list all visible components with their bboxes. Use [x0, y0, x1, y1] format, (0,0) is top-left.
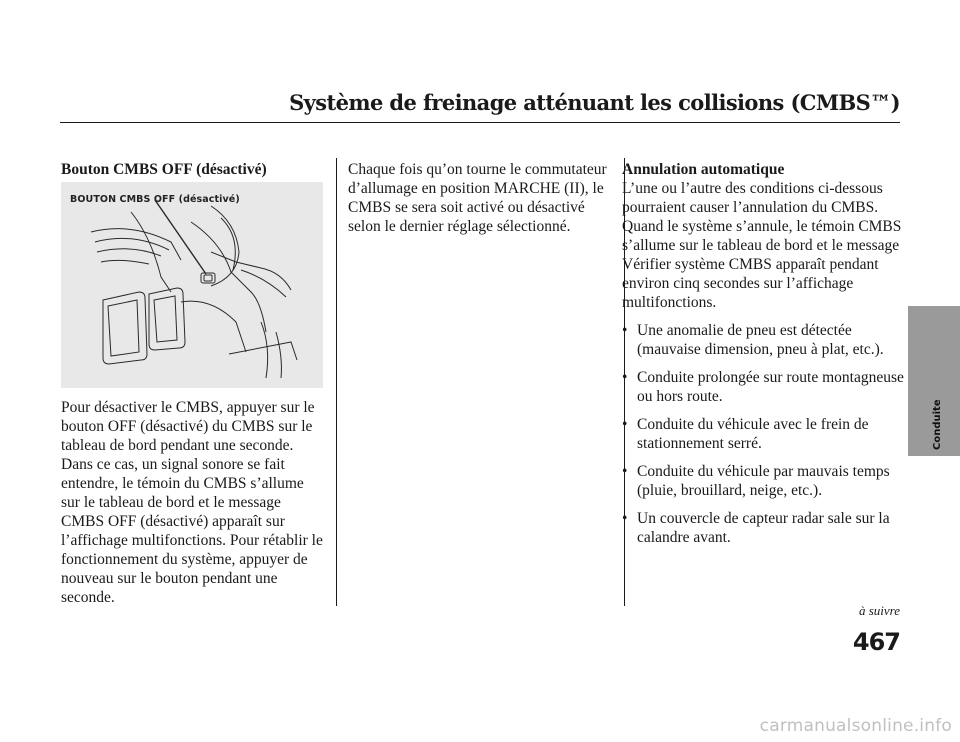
watermark: carmanualsonline.info: [759, 716, 952, 736]
dashboard-illustration: [61, 182, 323, 388]
list-item-text: Conduite du véhicule par mauvais temps (pluie, brouillard, neige, etc.).: [637, 463, 890, 499]
conditions-list: [622, 321, 912, 547]
bullet-icon: •: [622, 463, 628, 480]
list-item-text: Conduite du véhicule avec le frein de stationnement serré.: [637, 416, 869, 452]
column-3: [622, 160, 912, 547]
section-heading-cmbs-off: Bouton CMBS OFF (désactivé): [61, 161, 267, 178]
column-1: [61, 160, 323, 607]
body-paragraph-ignition: Chaque fois qu’on tourne le commutateur d’allumage en position MARCHE (II), le CMBS se sera soit activé ou désactivé selon le dernier réglage sélectionné.: [348, 161, 607, 235]
cmbs-off-button-figure: [61, 182, 323, 388]
list-item: [622, 415, 912, 453]
list-item: [622, 462, 912, 500]
body-paragraph-auto-cancel: L’une ou l’autre des conditions ci-dessous pourraient causer l’annulation du CMBS. Quand le système s’annule, le témoin CMBS s’allume sur le tableau de bord et le message Vérifier système CMBS apparaît pendant environ cinq secondes sur l’affichage multifonctions.: [622, 180, 902, 311]
list-item-text: Conduite prolongée sur route montagneuse ou hors route.: [637, 369, 904, 405]
figure-callout-label: BOUTON CMBS OFF (désactivé): [70, 194, 240, 205]
list-item: [622, 368, 912, 406]
list-item-text: Un couvercle de capteur radar sale sur la calandre avant.: [637, 510, 890, 546]
bullet-icon: •: [622, 369, 628, 386]
bullet-icon: •: [622, 416, 628, 433]
body-paragraph-cmbs-off: Pour désactiver le CMBS, appuyer sur le bouton OFF (désactivé) du CMBS sur le tableau de bord pendant une seconde. Dans ce cas, un signal sonore se fait entendre, le témoin du CMBS s’allume sur le tableau de bord et le message CMBS OFF (désactivé) apparaît sur l’affichage multifonctions. Pour rétablir le fonctionnement du système, appuyer de nouveau sur le bouton pendant une seconde.: [61, 399, 323, 606]
list-item-text: Une anomalie de pneu est détectée (mauvaise dimension, pneu à plat, etc.).: [637, 322, 884, 358]
bullet-icon: •: [622, 322, 628, 339]
section-heading-auto-cancel: Annulation automatique: [622, 161, 785, 178]
continued-note: à suivre: [858, 603, 900, 618]
list-item: [622, 509, 912, 547]
page-number: 467: [852, 628, 900, 656]
column-2: [348, 160, 610, 236]
column-divider-1: [336, 158, 337, 606]
page-title: Système de freinage atténuant les collisions (CMBS™): [289, 90, 900, 115]
bullet-icon: •: [622, 510, 628, 527]
list-item: [622, 321, 912, 359]
header-divider: [60, 122, 900, 123]
chapter-tab-label: Conduite: [932, 399, 943, 450]
